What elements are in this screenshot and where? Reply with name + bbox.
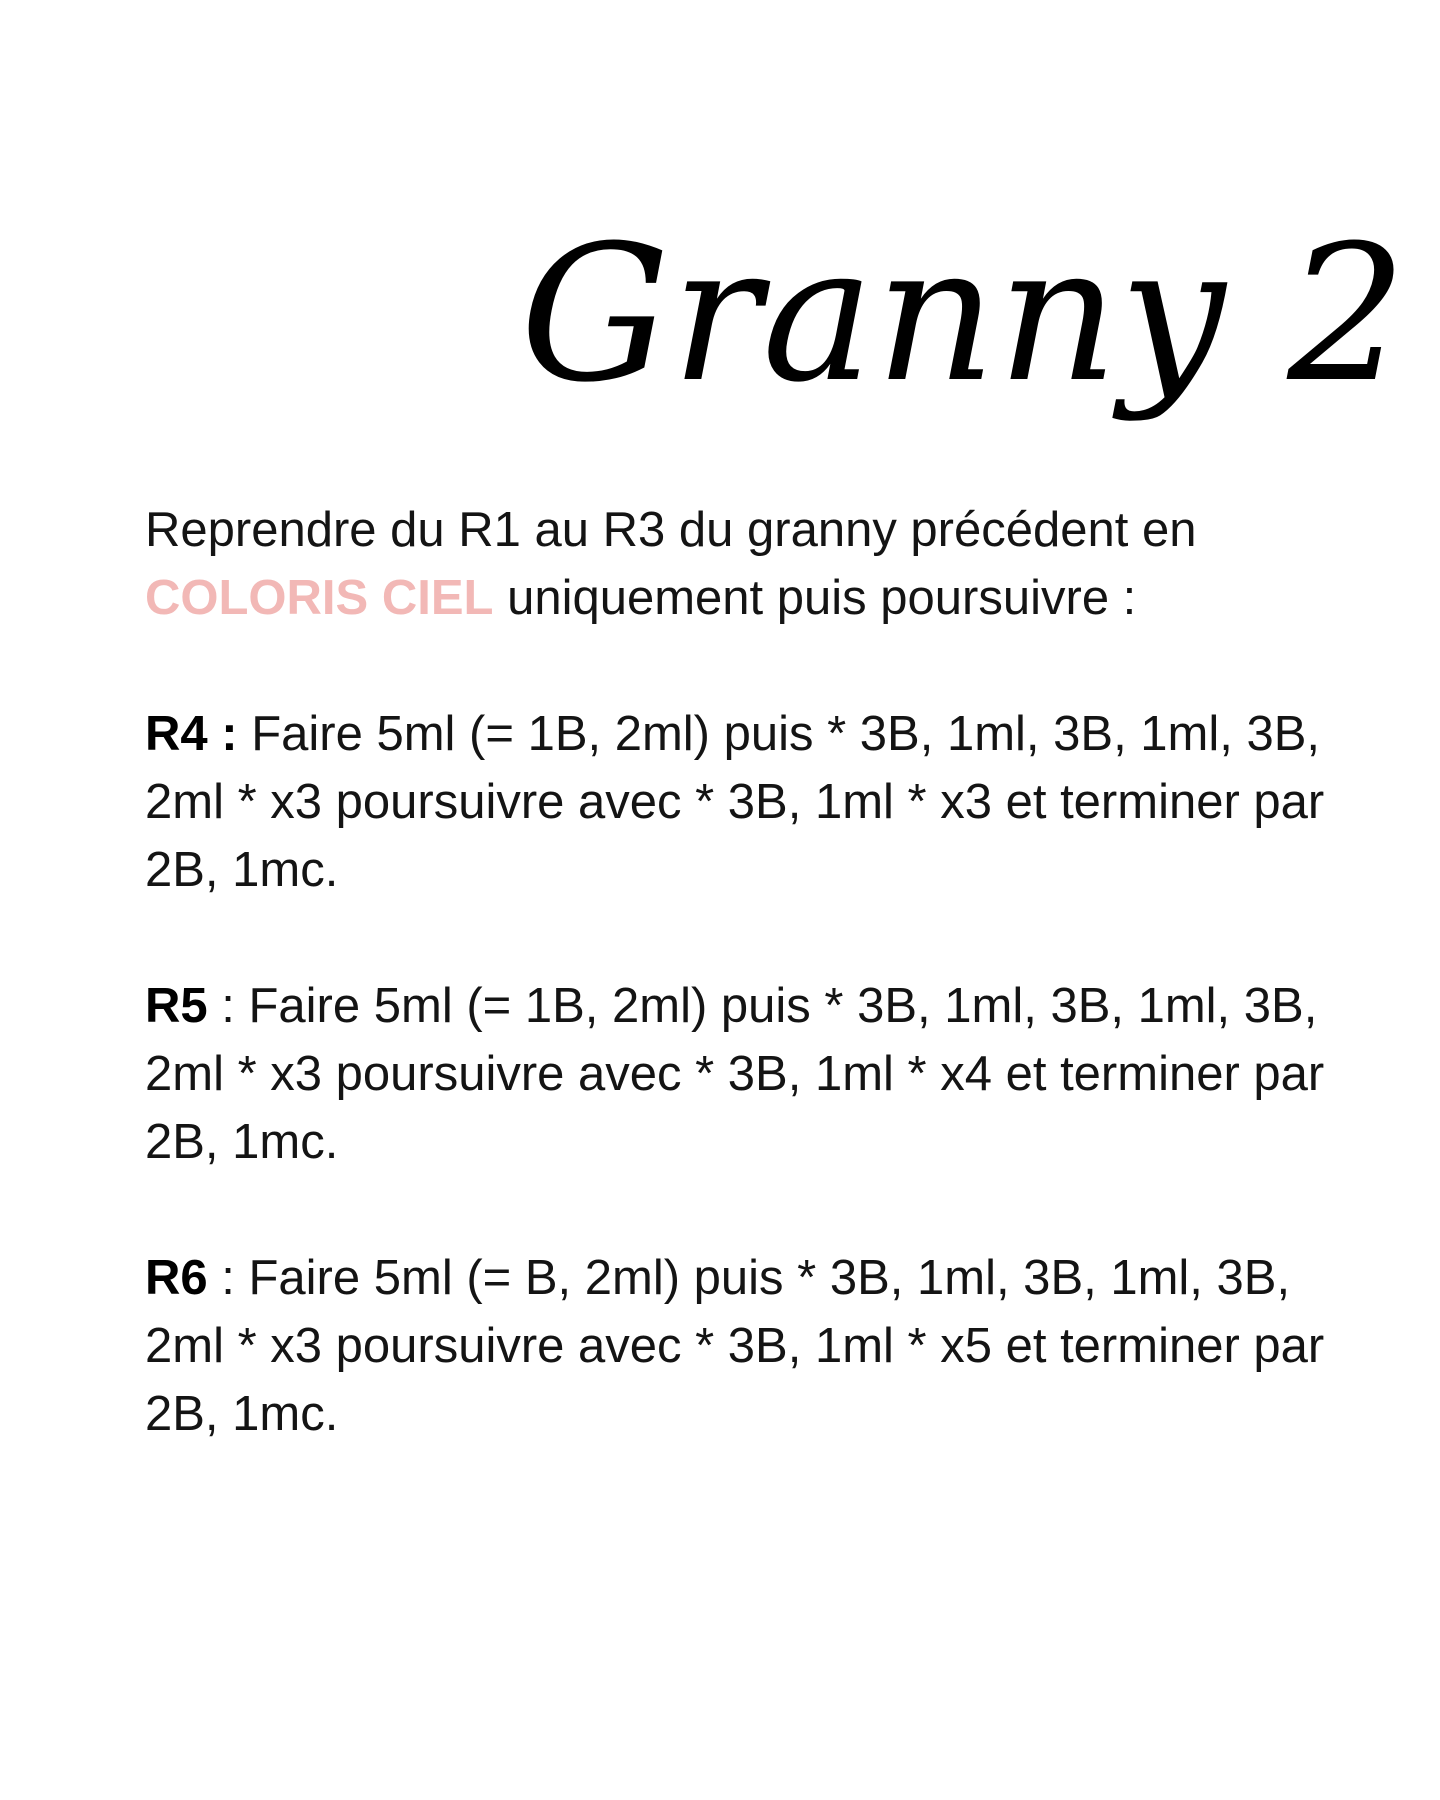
pattern-content [145, 496, 1325, 1448]
row-r4-paragraph [145, 700, 1325, 904]
row-r4-label: R4 : [145, 707, 238, 761]
intro-paragraph [145, 496, 1325, 632]
row-r5-label: R5 [145, 979, 208, 1033]
row-r6-paragraph [145, 1244, 1325, 1448]
row-r4-text: Faire 5ml (= 1B, 2ml) puis * 3B, 1ml, 3B, 1ml, 3B, 2ml * x3 poursuivre avec * 3B, 1ml * x3 et terminer par 2B, 1mc. [145, 707, 1325, 897]
row-r6-text: : Faire 5ml (= B, 2ml) puis * 3B, 1ml, 3B, 1ml, 3B, 2ml * x3 poursuivre avec * 3B, 1ml * x5 et terminer par 2B, 1mc. [145, 1251, 1325, 1441]
page-title [520, 170, 1408, 460]
row-r6-label: R6 [145, 1251, 208, 1305]
color-highlight: COLORIS CIEL [145, 571, 494, 625]
row-r5-text: : Faire 5ml (= 1B, 2ml) puis * 3B, 1ml, 3B, 1ml, 3B, 2ml * x3 poursuivre avec * 3B, 1ml * x4 et terminer par 2B, 1mc. [145, 979, 1325, 1169]
intro-line-1: Reprendre du R1 au R3 du granny précédent en [145, 503, 1197, 557]
intro-line-2: uniquement puis poursuivre : [507, 571, 1137, 625]
title-text: Granny 2 [520, 205, 1408, 424]
row-r5-paragraph [145, 972, 1325, 1176]
